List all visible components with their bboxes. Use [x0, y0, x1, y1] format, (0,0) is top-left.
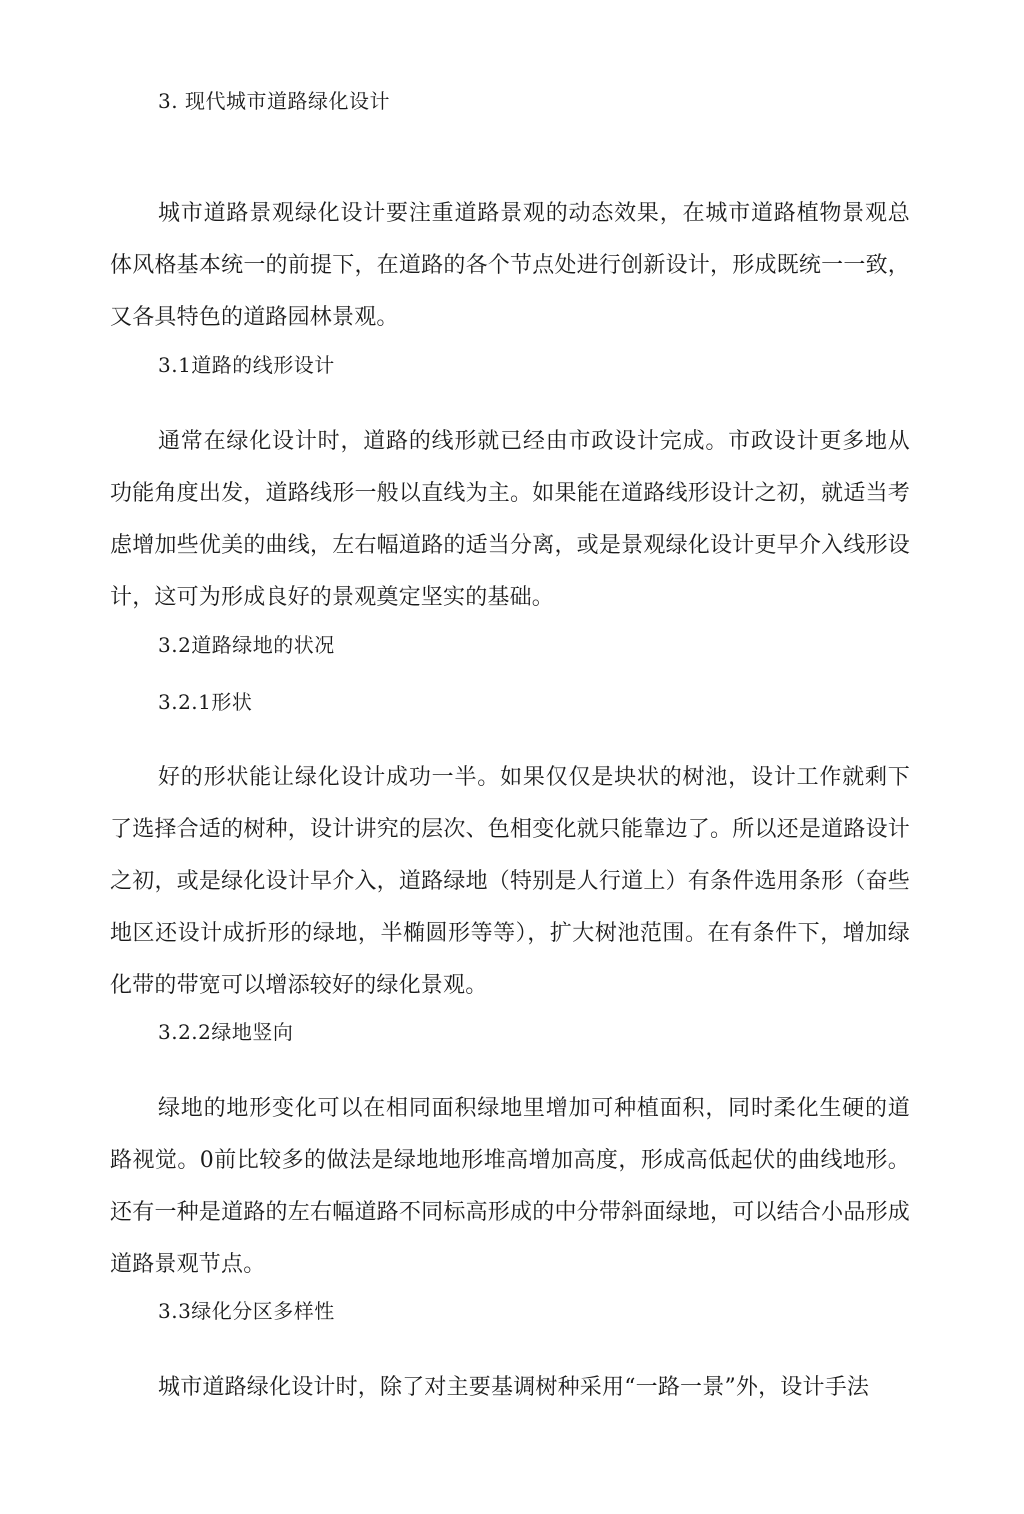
subsection-3-3-paragraph: 城市道路绿化设计时，除了对主要基调树种采用“一路一景”外，设计手法 — [158, 1375, 870, 1400]
subsection-3-2-1-paragraph: 好的形状能让绿化设计成功一半。如果仅仅是块状的树池，设计工作就剩下了选择合适的树种，设计讲究的层次、色相变化就只能靠边了。所以还是道路设计之初，或是绿化设计早介入，道路绿地（特别是人行道上）有条件选用条形（奋些地区还设计成折形的绿地，半椭圆形等等），扩大树池范围。在有条件下，增加绿化带的带宽可以增添较好的绿化景观。 — [110, 765, 910, 998]
subsection-3-1-paragraph: 通常在绿化设计时，道路的线形就已经由市政设计完成。市政设计更多地从功能角度出发，道路线形一般以直线为主。如果能在道路线形设计之初，就适当考虑增加些优美的曲线，左右幅道路的适当分离，或是景观绿化设计更早介入线形设计，这可为形成良好的景观奠定坚实的基础。 — [110, 429, 910, 610]
subsection-3-2-title: 3.2道路绿地的状况 — [158, 633, 335, 657]
subsection-3-2-2-title: 3.2.2绿地竖向 — [158, 1020, 294, 1044]
section-title: 3. 现代城市道路绿化设计 — [158, 89, 390, 113]
subsection-3-3-title: 3.3绿化分区多样性 — [158, 1299, 335, 1323]
subsection-3-2-1-title: 3.2.1形状 — [158, 690, 253, 714]
intro-paragraph: 城市道路景观绿化设计要注重道路景观的动态效果，在城市道路植物景观总体风格基本统一的前提下，在道路的各个节点处进行创新设计，形成既统一一致，又各具特色的道路园林景观。 — [110, 201, 910, 330]
subsection-3-2-2-paragraph: 绿地的地形变化可以在相同面积绿地里增加可种植面积，同时柔化生硬的道路视觉。0前比较多的做法是绿地地形堆高增加高度，形成高低起伏的曲线地形。还有一种是道路的左右幅道路不同标高形成的中分带斜面绿地，可以结合小品形成道路景观节点。 — [110, 1096, 910, 1277]
subsection-3-1-title: 3.1道路的线形设计 — [158, 353, 335, 377]
